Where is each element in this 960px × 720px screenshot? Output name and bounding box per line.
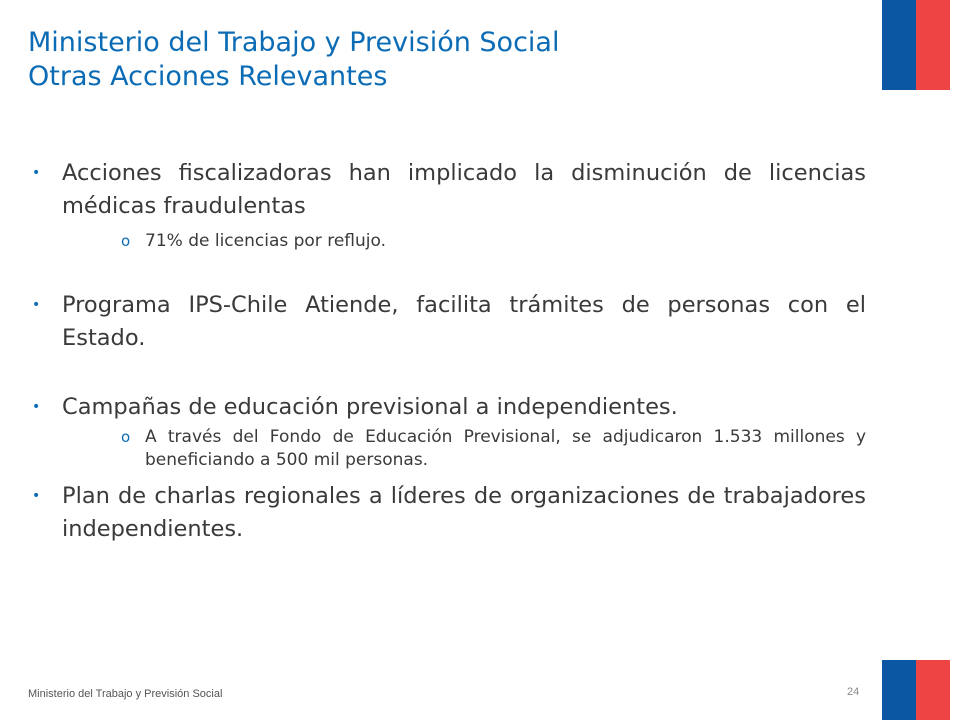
bullet-item <box>28 480 866 546</box>
footer-text: Ministerio del Trabajo y Previsión Social <box>28 688 223 700</box>
flag-decoration-top <box>882 0 950 90</box>
slide-title <box>28 26 848 94</box>
sub-bullet-circle-icon: o <box>121 232 131 250</box>
sub-bullet-text: A través del Fondo de Educación Previsional, se adjudicaron 1.533 millones y beneficiando a 500 mil personas. <box>145 427 866 470</box>
bullet-item <box>28 289 866 355</box>
page-number: 24 <box>847 686 860 698</box>
bullet-dot-icon: • <box>32 488 41 504</box>
flag-blue-stripe <box>882 660 916 720</box>
sub-bullet-item <box>121 230 866 253</box>
slide-content <box>28 157 866 546</box>
flag-red-stripe <box>916 0 950 90</box>
bullet-text: Campañas de educación previsional a independientes. <box>62 394 678 420</box>
bullet-dot-icon: • <box>32 399 41 415</box>
bullet-text: Programa IPS-Chile Atiende, facilita trámites de personas con el Estado. <box>62 292 866 351</box>
bullet-dot-icon: • <box>32 165 41 181</box>
bullet-dot-icon: • <box>32 297 41 313</box>
sub-bullet-text: 71% de licencias por reflujo. <box>145 231 386 251</box>
bullet-item <box>28 391 866 424</box>
bullet-item <box>28 157 866 223</box>
title-line-2: Otras Acciones Relevantes <box>28 61 388 92</box>
title-line-1: Ministerio del Trabajo y Previsión Social <box>28 27 560 58</box>
flag-red-stripe <box>916 660 950 720</box>
bullet-text: Acciones fiscalizadoras han implicado la disminución de licencias médicas fraudulentas <box>62 160 866 219</box>
bullet-text: Plan de charlas regionales a líderes de organizaciones de trabajadores independientes. <box>62 483 866 542</box>
flag-blue-stripe <box>882 0 916 90</box>
sub-bullet-circle-icon: o <box>121 428 131 446</box>
flag-decoration-bottom <box>882 660 950 720</box>
sub-bullet-item <box>121 426 866 472</box>
